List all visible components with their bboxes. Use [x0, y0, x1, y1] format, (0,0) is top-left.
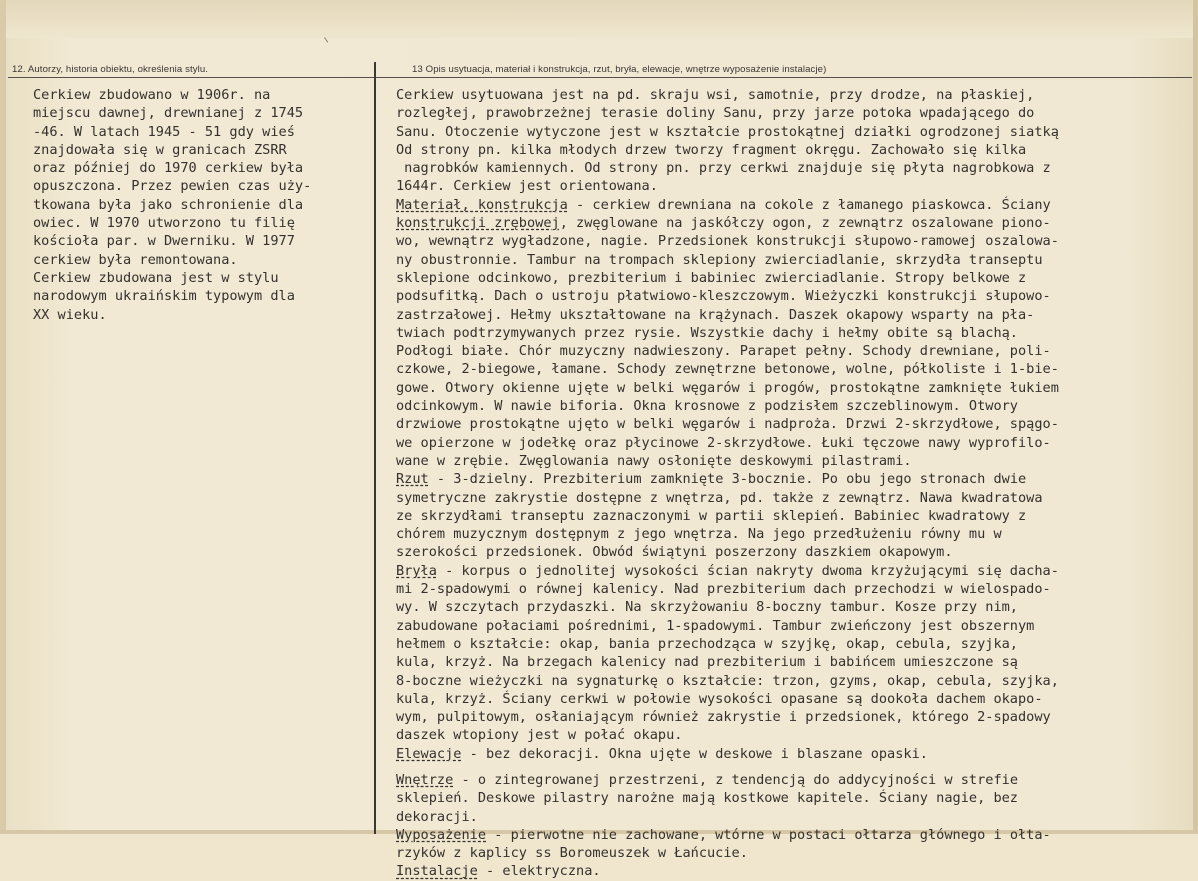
text-line: opuszczona. Przez pewien czas uży-: [33, 178, 312, 195]
section-heading: Rzut: [396, 471, 429, 488]
line-text: Od strony pn. kilka młodych drzew tworzy fragment okręgu. Zachowało się kilka: [396, 141, 1027, 158]
line-text: twiach podtrzymywanych przez rysie. Wszystkie dachy i hełmy obite są blachą.: [396, 324, 1018, 341]
text-line: [396, 452, 1196, 470]
line-text: wo, wewnątrz wygładzone, nagie. Przedsionek konstrukcji słupowo-ramowej oszalowa-: [396, 233, 1059, 250]
line-text: kula, krzyż. Ściany cerkwi w połowie wysokości opasane są dookoła dachem okapo-: [396, 690, 1043, 707]
text-line: [396, 251, 1196, 269]
paper-top-edge: [0, 0, 1198, 38]
section-heading-line: [396, 470, 1196, 488]
text-line: [396, 397, 1196, 415]
line-text: 8-boczne wieżyczki na sygnaturkę o kształcie: trzon, gzyms, okap, cebula, szyjka,: [396, 672, 1059, 689]
text-line: [396, 598, 1196, 616]
description-text-column: [396, 86, 1196, 881]
text-line: [396, 543, 1196, 561]
line-text: szerokości przedsionek. Obwód świątyni poszerzony daszkiem okapowym.: [396, 544, 953, 561]
text-line: [396, 789, 1196, 807]
line-text: Cerkiew usytuowana jest na pd. skraju wsi, samotnie, przy drodze, na płaskiej,: [396, 87, 1035, 103]
text-line: [396, 287, 1196, 305]
text-line: [396, 306, 1196, 324]
text-line: miejscu dawnej, drewnianej z 1745: [33, 105, 304, 122]
text-line: [396, 635, 1196, 653]
text-line: [396, 324, 1196, 342]
header-divider-line: [8, 77, 1192, 78]
section-heading: Instalacje: [396, 863, 478, 880]
text-line: [396, 726, 1196, 744]
line-text: - pierwotne nie zachowane, wtórne w postaci ołtarza głównego i ołta-: [486, 826, 1051, 843]
text-line: [396, 159, 1196, 177]
section-13-header: 13 Opis usytuacja, materiał i konstrukcja, rzut, bryła, elewacje, wnętrze wyposażenie instalacje): [412, 64, 827, 75]
line-text: - 3-dzielny. Prezbiterium zamknięte 3-bocznie. Po obu jego stronach dwie: [428, 471, 1027, 488]
text-line: [396, 617, 1196, 635]
text-line: Cerkiew zbudowana jest w stylu: [33, 269, 279, 286]
text-line: cerkiew była remontowana.: [33, 251, 238, 268]
line-text: hełmem o kształcie: okap, bania przechodząca w szyjkę, okap, cebula, szyjka,: [396, 635, 1018, 652]
section-heading: konstrukcji zrębowej: [396, 215, 560, 232]
section-heading-line: [396, 826, 1196, 844]
text-line: [396, 141, 1196, 159]
line-text: wy. W szczytach przydaszki. Na skrzyżowaniu 8-boczny tambur. Kosze przy nim,: [396, 599, 1018, 616]
text-line: [396, 415, 1196, 433]
line-text: we opierzone w jodełkę oraz płycinowe 2-skrzydłowe. Łuki tęczowe nawy wyprofilo-: [396, 434, 1051, 451]
text-line: [396, 177, 1196, 195]
line-text: - korpus o jednolitej wysokości ścian nakryty dwoma krzyżującymi się dacha-: [436, 562, 1059, 579]
line-text: nagrobków kamiennych. Od strony pn. przy cerkwi znajduje się płyta nagrobkowa z: [396, 160, 1051, 177]
line-text: gowe. Otwory okienne ujęte w belki węgarów i progów, prostokątne zamknięte łukiem: [396, 379, 1059, 396]
text-line: [396, 342, 1196, 360]
text-line: znajdowała się w granicach ZSRR: [33, 141, 287, 158]
text-line: [396, 104, 1196, 122]
section-heading: Bryła: [396, 562, 437, 579]
line-text: - cerkiew drewniana na cokole z łamanego piaskowca. Ściany: [567, 196, 1051, 213]
line-text: - elektryczna.: [477, 863, 601, 880]
text-line: kościoła par. w Dwerniku. W 1977: [33, 233, 295, 250]
text-line: [396, 360, 1196, 378]
line-text: dekoracji.: [396, 808, 478, 825]
line-text: zabudowane połaciami pośrednimi, 1-spadowymi. Tambur zwieńczony jest obszernym: [396, 617, 1035, 634]
section-heading-line: [396, 562, 1196, 580]
line-text: rzyków z kaplicy ss Boromeuszek w Łańcucie.: [396, 845, 748, 862]
text-line: [396, 86, 1196, 104]
line-text: - o zintegrowanej przestrzeni, z tendencją do addycyjności w strefie: [453, 771, 1019, 788]
line-text: daszek wtopiony jest w połać okapu.: [396, 727, 683, 744]
text-line: [396, 653, 1196, 671]
text-line: Cerkiew zbudowano w 1906r. na: [33, 87, 271, 103]
line-text: wane w zrębie. Zwęglowania nawy osłonięte deskowymi pilastrami.: [396, 452, 912, 469]
line-text: wym, pulpitowym, osłaniającym również zakrystie i przedsionek, którego 2-spadowy: [396, 709, 1051, 726]
history-text-column: [33, 86, 368, 324]
line-text: rozległej, prawobrzeżnej terasie doliny Sanu, przy jarze potoka wpadającego do: [396, 105, 1035, 122]
line-text: podsufitką. Dach o ustroju płatwiowo-kleszczowym. Wieżyczki konstrukcji słupowo-: [396, 288, 1051, 305]
text-line: [396, 232, 1196, 250]
text-line: narodowym ukraińskim typowym dla: [33, 288, 295, 305]
paragraph-gap: [396, 763, 1196, 771]
text-line: XX wieku.: [33, 306, 107, 323]
text-line: [396, 525, 1196, 543]
line-text: 1644r. Cerkiew jest orientowana.: [396, 178, 658, 195]
line-text: ny obustronnie. Tambur na trompach sklepiony zwierciadlanie, skrzydła transeptu: [396, 251, 1043, 268]
text-line: [396, 808, 1196, 826]
line-text: odcinkowym. W nawie biforia. Okna krosnowe z podzisłem szczeblinowym. Otwory: [396, 398, 1018, 415]
line-text: sklepione odcinkowo, prezbiterium i babiniec zwierciadlanie. Stropy belkowe z: [396, 269, 1027, 286]
text-line: [396, 489, 1196, 507]
line-text: ze skrzydłami transeptu zaznaczonymi w partii sklepień. Babiniec kwadratowy z: [396, 507, 1027, 524]
section-heading: Wnętrze: [396, 771, 454, 788]
line-text: czkowe, 2-biegowe, łamane. Schody zewnętrzne betonowe, wolne, półkoliste i 1-bie-: [396, 361, 1059, 378]
text-line: [396, 269, 1196, 287]
line-text: mi 2-spadowymi o równej kalenicy. Nad prezbiterium dach przechodzi w wielospado-: [396, 581, 1051, 598]
line-text: kula, krzyż. Na brzegach kalenicy nad prezbiterium i babińcem umieszczone są: [396, 654, 1018, 671]
section-heading: Elewacje: [396, 745, 462, 762]
section-heading-line: [396, 745, 1196, 763]
text-line: [396, 844, 1196, 862]
text-line: tkowana była jako schronienie dla: [33, 196, 304, 213]
line-text: - bez dekoracji. Okna ujęte w deskowe i blaszane opaski.: [461, 745, 928, 762]
section-heading: Wyposażenie: [396, 826, 487, 843]
line-text: drzwiowe prostokątne ujęto w belki węgarów i nadproża. Drzwi 2-skrzydłowe, spągo-: [396, 416, 1059, 433]
line-text: Podłogi białe. Chór muzyczny nadwieszony. Parapet pełny. Schody drewniane, poli-: [396, 343, 1051, 360]
line-text: Sanu. Otoczenie wytyczone jest w kształcie prostokątnej działki ogrodzonej siatką: [396, 123, 1059, 140]
line-text: sklepień. Deskowe pilastry narożne mają kostkowe kapitele. Ściany nagie, bez: [396, 790, 1018, 807]
line-text: symetryczne zakrystie dostępne z wnętrza, pd. także z zewnątrz. Nawa kwadratowa: [396, 489, 1043, 506]
text-line: [396, 580, 1196, 598]
paper-left-edge: [0, 0, 6, 834]
section-heading-line: [396, 862, 1196, 880]
section-heading-line: [396, 214, 1196, 232]
section-heading-line: [396, 196, 1196, 214]
section-12-header: 12. Autorzy, historia obiektu, określenia stylu.: [12, 64, 209, 75]
text-line: -46. W latach 1945 - 51 gdy wieś: [33, 123, 295, 140]
section-heading: Materiał, konstrukcja: [396, 196, 568, 213]
line-text: chórem muzycznym dostępnym z jego wnętrza. Na jego przedłużeniu równy mu w: [396, 526, 1002, 543]
text-line: [396, 507, 1196, 525]
text-line: [396, 690, 1196, 708]
line-text: zastrzałowej. Hełmy ukształtowane na krążynach. Daszek okapowy wsparty na pła-: [396, 306, 1035, 323]
line-text: , zwęglowane na jaskółczy ogon, z zewnątrz oszalowane piono-: [559, 215, 1051, 232]
column-divider-line: [374, 62, 376, 834]
section-heading-line: [396, 771, 1196, 789]
text-line: oraz później do 1970 cerkiew była: [33, 160, 304, 177]
text-line: owiec. W 1970 utworzono tu filię: [33, 215, 295, 232]
text-line: [396, 123, 1196, 141]
text-line: [396, 708, 1196, 726]
text-line: [396, 672, 1196, 690]
text-line: [396, 434, 1196, 452]
text-line: [396, 379, 1196, 397]
